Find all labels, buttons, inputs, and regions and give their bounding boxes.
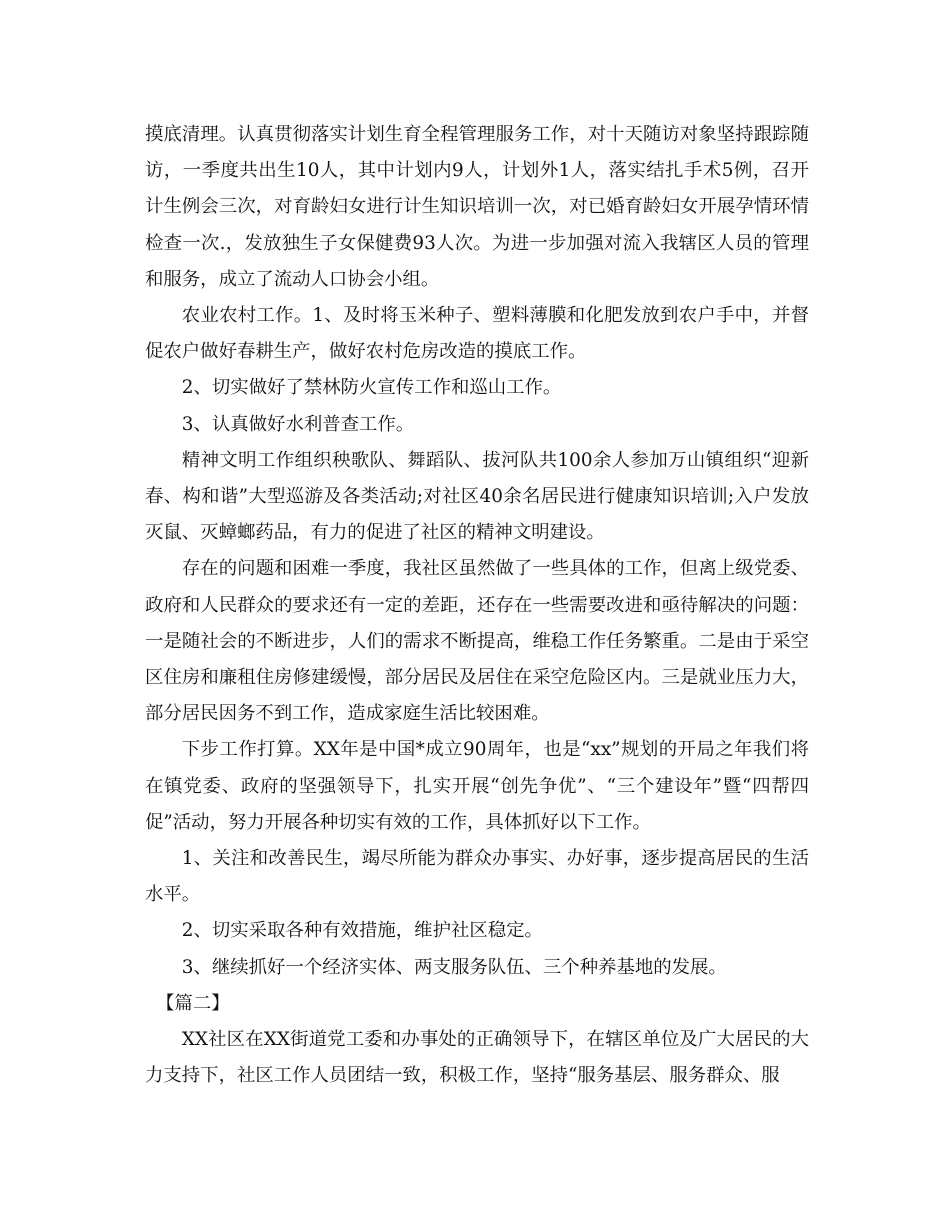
paragraph-water-survey: 3、认真做好水利普查工作。 (181, 413, 415, 435)
paragraph-civilization: 精神文明工作组织秧歌队、舞蹈队、拔河队共100余人参加万山镇组织“迎新春、构和谐”大型巡游及各类活动;对社区40余名居民进行健康知识培训;入户发放灭鼠、灭蟑螂药品，有力的促进了社区的精神文明建设。 (145, 449, 809, 544)
paragraph-plan-item-3: 3、继续抓好一个经济实体、两支服务队伍、三个种养基地的发展。 (181, 956, 727, 978)
paragraph-problems: 存在的问题和困难一季度，我社区虽然做了一些具体的工作，但离上级党委、政府和人民群众的要求还有一定的差距，还存在一些需要改进和亟待解决的问题：一是随社会的不断进步，人们的需求不断提高，维稳工作任务繁重。二是由于采空区住房和廉租住房修建缓慢，部分居民及居住在采空危险区内。三是就业压力大，部分居民因务不到工作，造成家庭生活比较困难。 (145, 558, 809, 725)
paragraph-section-two-intro: XX社区在XX街道党工委和办事处的正确领导下，在辖区单位及广大居民的大力支持下，社区工作人员团结一致，积极工作，坚持“服务基层、服务群众、服 (145, 1029, 809, 1087)
paragraph-plan-item-2: 2、切实采取各种有效措施，维护社区稳定。 (181, 920, 543, 942)
paragraph-plan-item-1: 1、关注和改善民生，竭尽所能为群众办事实、办好事，逐步提高居民的生活水平。 (145, 848, 809, 906)
paragraph-agriculture: 农业农村工作。1、及时将玉米种子、塑料薄膜和化肥发放到农户手中，并督促农户做好春耕生产，做好农村危房改造的摸底工作。 (145, 305, 809, 363)
paragraph-next-plan: 下步工作打算。XX年是中国*成立90周年，也是“xx”规划的开局之年我们将在镇党委、政府的坚强领导下，扎实开展“创先争优”、“三个建设年”暨“四帮四促”活动，努力开展各种切实有效的工作，具体抓好以下工作。 (145, 739, 809, 833)
paragraph-fire-prevention: 2、切实做好了禁林防火宣传工作和巡山工作。 (181, 377, 562, 399)
paragraph-family-planning: 摸底清理。认真贯彻落实计划生育全程管理服务工作，对十天随访对象坚持跟踪随访，一季度共出生10人，其中计划内9人，计划外1人，落实结扎手术5例，召开计生例会三次，对育龄妇女进行计生知识培训一次，对已婚育龄妇女开展孕情环情检查一次.，发放独生子女保健费93人次。为进一步加强对流入我辖区人员的管理和服务，成立了流动人口协会小组。 (145, 124, 809, 290)
section-heading: 【篇二】 (156, 992, 230, 1014)
document-page (145, 117, 809, 1094)
